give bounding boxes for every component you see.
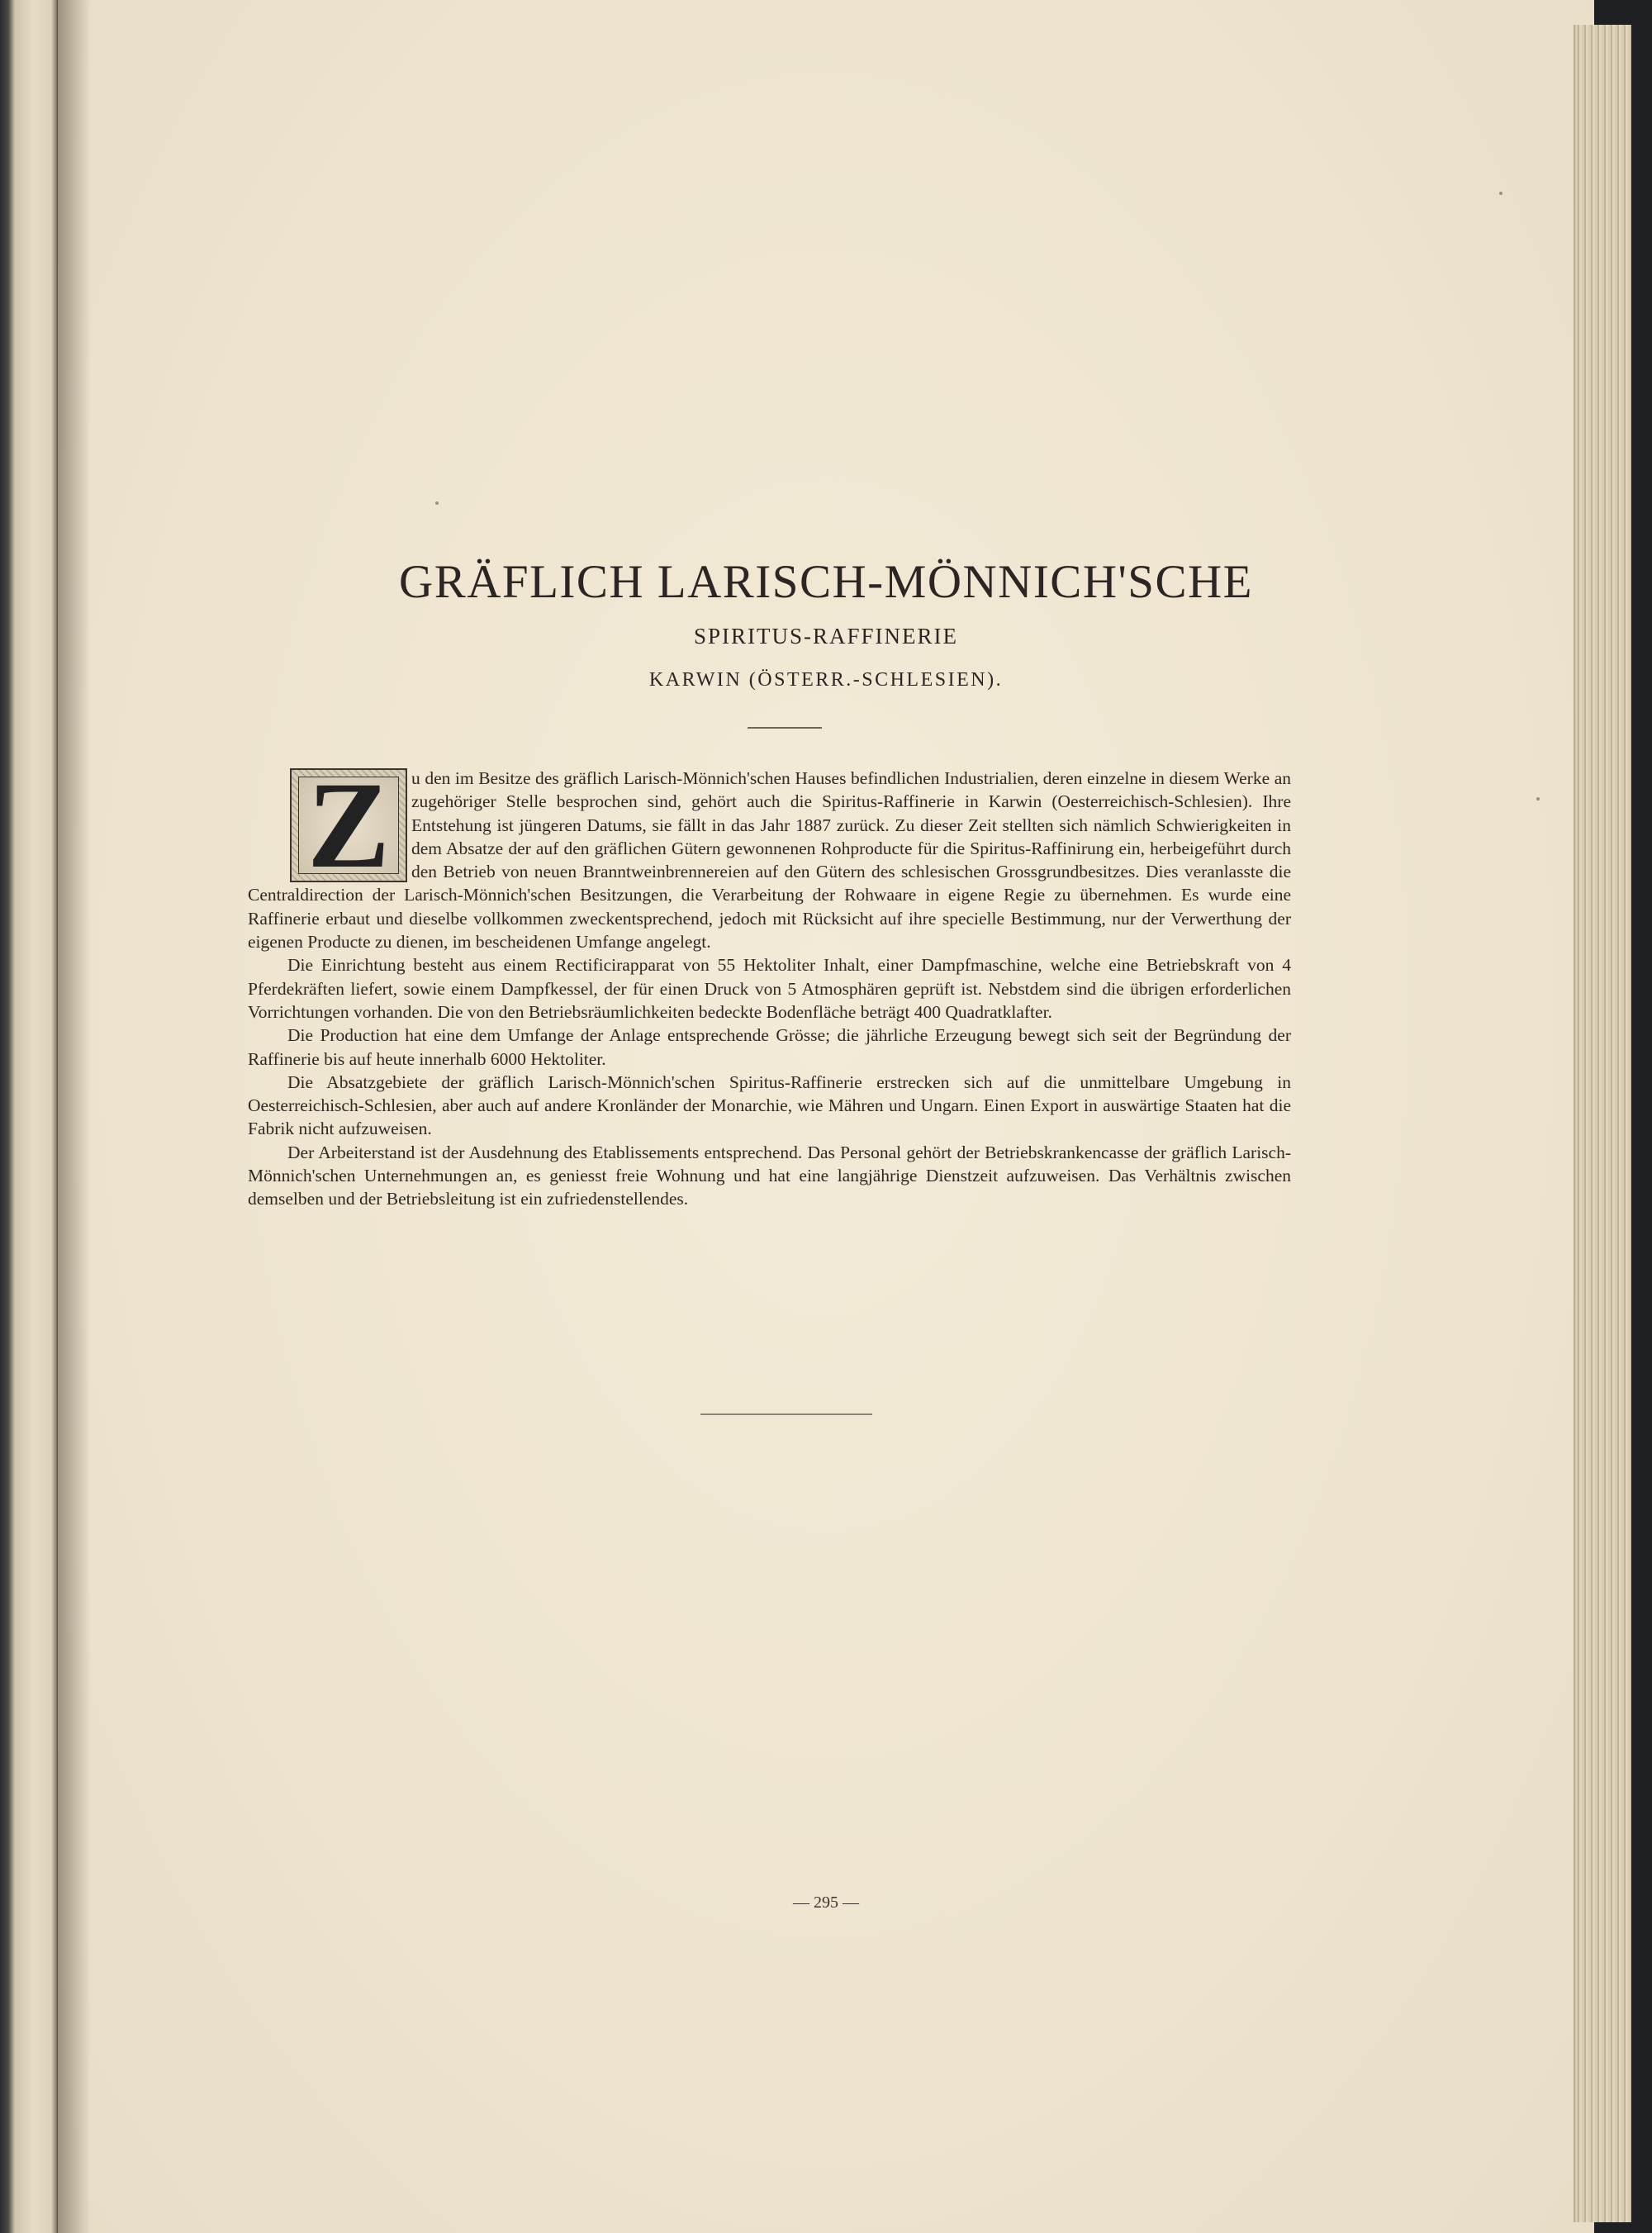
page-stack-edges [1574, 25, 1633, 2222]
previous-page-edge [0, 0, 58, 2233]
paper-speck [435, 501, 439, 505]
title-divider [748, 727, 822, 729]
paragraph: u den im Besitze des gräflich Larisch-Mönnich'schen Hauses befindlichen Industrialien, deren einzelne in diesem Werke an zugehöriger Stelle besprochen sind, gehört auch die Spiritus-Raffinerie in Karwin (Oesterreichisch-Schlesien). Ihre Entstehung ist jüngeren Datums, sie fällt in das Jahr 1887 zurück. Zu dieser Zeit stellten sich nämlich Schwierigkeiten in dem Absatze der auf den gräflichen Gütern gewonnenen Rohproducte für die Spiritus-Raffinirung ein, herbeigeführt durch den Betrieb von neuen Branntweinbrennereien auf den Gütern des schlesischen Grossgrundbesitzes. Dies veranlasste die Centraldirection der Larisch-Mönnich'schen Besitzungen, die Verarbeitung der Rohwaare in eigene Regie zu übernehmen. Es wurde eine Raffinerie erbaut und dieselbe vollkommen zweckentsprechend, jedoch mit Rücksicht auf ihre specielle Bestimmung, nur der Verwerthung der eigenen Producte zu dienen, im bescheidenen Umfange angelegt. [248, 768, 1291, 953]
paragraph: Die Production hat eine dem Umfange der Anlage entsprechende Grösse; die jährliche Erzeugung bewegt sich seit der Begründung der Raffinerie bis auf heute innerhalb 6000 Hektoliter. [248, 1025, 1291, 1069]
scan-background [1631, 0, 1652, 2233]
article-body [248, 767, 1291, 1211]
page-subtitle: SPIRITUS-RAFFINERIE [693, 624, 959, 649]
paragraph: Die Einrichtung besteht aus einem Rectificirapparat von 55 Hektoliter Inhalt, einer Dampfmaschine, welche eine Betriebskraft von 4 Pferdekräften liefert, sowie einem Dampfkessel, der für einen Druck von 5 Atmosphären geprüft ist. Nebstdem sind die übrigen erforderlichen Vorrichtungen vorhanden. Die von den Betriebsräumlichkeiten bedeckte Bodenfläche beträgt 400 Quadratklafter. [248, 955, 1291, 1022]
paragraph: Der Arbeiterstand ist der Ausdehnung des Etablissements entsprechend. Das Personal gehört der Betriebskrankencasse der gräflich Larisch-Mönnich'schen Unternehmungen an, es geniesst freie Wohnung und hat eine langjährige Dienstzeit aufzuweisen. Das Verhältnis zwischen demselben und der Betriebsleitung ist ein zufriedenstellendes. [248, 1142, 1291, 1209]
page-number: — 295 — [793, 1893, 859, 1912]
initial-spacer [248, 767, 411, 882]
page-title: GRÄFLICH LARISCH-MÖNNICH'SCHE [399, 556, 1253, 608]
initial-letter: Z [306, 757, 391, 894]
end-divider [700, 1413, 872, 1415]
location-line: KARWIN (ÖSTERR.-SCHLESIEN). [648, 669, 1004, 691]
paragraph: Die Absatzgebiete der gräflich Larisch-Mönnich'schen Spiritus-Raffinerie erstrecken sich auf die unmittelbare Umgebung in Oesterreichisch-Schlesien, aber auch auf andere Kronländer der Monarchie, wie Mähren und Ungarn. Einen Export in auswärtige Staaten hat die Fabrik nicht aufzuweisen. [248, 1071, 1291, 1139]
paper-speck [1499, 192, 1502, 195]
paper-speck [1536, 797, 1540, 801]
